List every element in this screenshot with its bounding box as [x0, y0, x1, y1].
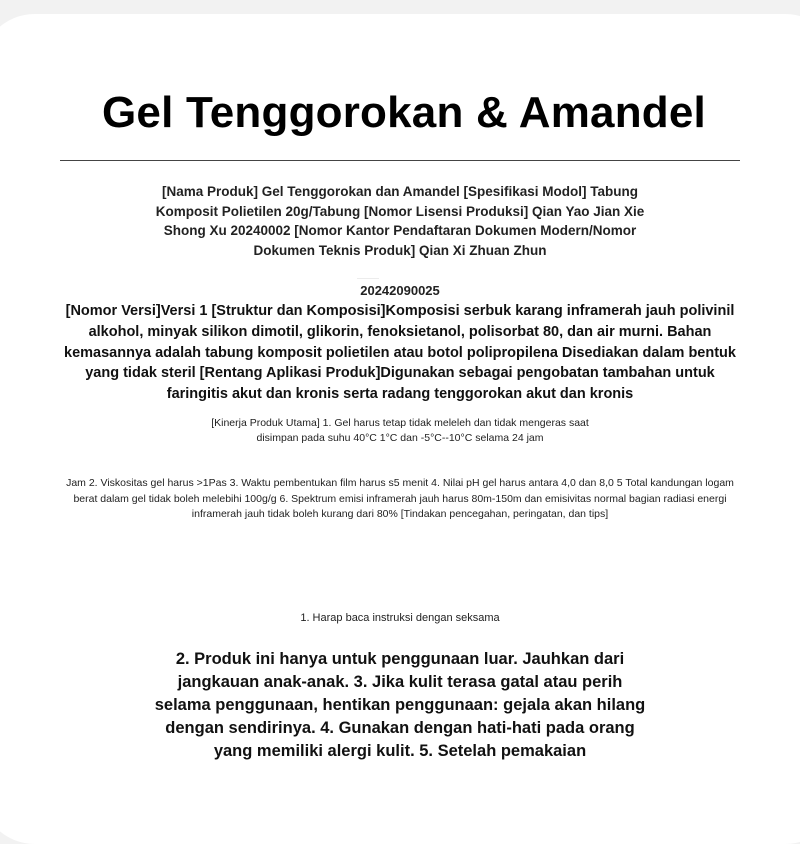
warning-items-2-5: 2. Produk ini hanya untuk penggunaan luar. Jauhkan dari jangkauan anak-anak. 3. Jika kulit terasa gatal atau perih selama penggunaan, hentikan penggunaan: gejala akan hilang dengan sendirinya. 4. Gunakan dengan hati-hati pada orang yang memiliki alergi kulit. 5. Setelah pemakaian [154, 650, 646, 760]
specifications-paragraph: Jam 2. Viskositas gel harus >1Pas 3. Waktu pembentukan film harus s5 menit 4. Nilai pH gel harus antara 4,0 dan 8,0 5 Total kandungan logam berat dalam gel tidak boleh melebihi 100g/g 6. Spektrum emisi inframerah jauh harus 80m-150m dan emisivitas normal bagian radiasi energi inframerah jauh tidak boleh kurang dari 80% [Tindakan pencegahan, peringatan, dan tips] [66, 477, 734, 520]
warning-item-1: 1. Harap baca instruksi dengan seksama [300, 612, 500, 624]
document-code: 20242090025 [360, 283, 440, 298]
title-divider [60, 160, 740, 161]
product-spec-paragraph: [Nama Produk] Gel Tenggorokan dan Amandel [Spesifikasi Modol] Tabung Komposit Polietilen 20g/Tabung [Nomor Lisensi Produksi] Qian Yao Jian Xie Shong Xu 20240002 [Nomor Kantor Pendaftaran Dokumen Modern/Nomor Dokumen Teknis Produk] Qian Xi Zhuan Zhun [155, 184, 645, 258]
composition-paragraph: [Nomor Versi]Versi 1 [Struktur dan Komposisi]Komposisi serbuk karang inframerah jauh polivinil alkohol, minyak silikon dimotil, glikorin, fenoksietanol, polisorbat 80, dan air murni. Bahan kemasannya adalah tabung komposit polietilen atau botol polipropilena Disediakan dalam bentuk yang tidak steril [Rentang Aplikasi Produk]Digunakan sebagai pengobatan tambahan untuk faringitis akut dan kronis serta radang tenggorokan akut dan kronis [64, 303, 736, 403]
faint-stamp-mark: ··········· [357, 276, 379, 282]
page-title: Gel Tenggorokan & Amandel [102, 88, 706, 137]
performance-paragraph: [Kinerja Produk Utama] 1. Gel harus tetap tidak meleleh dan tidak mengeras saat disimpan pada suhu 40°C 1°C dan -5°C--10°C selama 24 jam [211, 417, 589, 444]
